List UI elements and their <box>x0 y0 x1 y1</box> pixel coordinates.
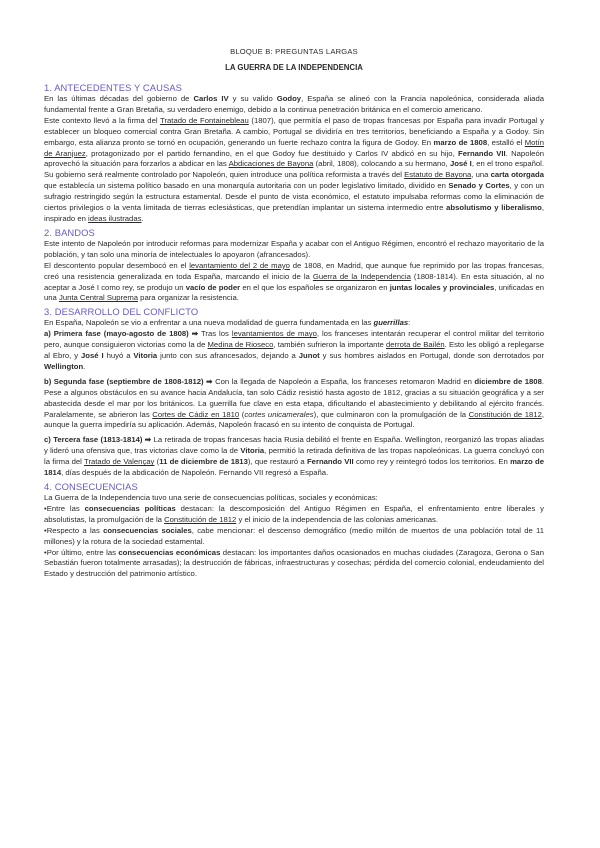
paragraph: El descontento popular desembocó en el levantamiento del 2 de mayo de 1808, en Madrid, que aunque fue reprimido por las tropas francesas, creó una resistencia generalizada en toda España, marcando el inicio de la Guerra de la Independencia (1808-1814). En esta situación, al no aceptar a José I como rey, se produjo un vacío de poder en el que los españoles se organizaron en juntas locales y provinciales, unificadas en una Junta Central Suprema para organizar la resistencia. <box>44 260 545 303</box>
paragraph-phase-c: c) Tercera fase (1813-1814) ➡ La retirada de tropas francesas hacia Rusia debilitó el frente en España. Wellington, reorganizó las tropas aliadas y lideró una ofensiva que, tras victorias clave como la de Vitoria, permitió la retirada definitiva de las tropas napoleónicas. La guerra concluyó con la firma del Tratado de Valençay (11 de diciembre de 1813), que restauró a Fernando VII como rey y reintegró todos los territorios. En marzo de 1814, días después de la abdicación de Napoleón. Fernando VII regresó a España. <box>44 435 544 478</box>
list-item: •Entre las consecuencias políticas destacan: la descomposición del Antiguo Régimen en España, el enfrentamiento entre liberales y absolutistas, la promulgación de la Constitución de 1812 y el inicio de la independencia de las colonias americanas. <box>44 503 544 524</box>
block-header: BLOQUE B: PREGUNTAS LARGAS <box>230 47 358 56</box>
section-consecuencias <box>44 481 544 580</box>
underlined-term: levantamiento del 2 de mayo <box>189 260 290 270</box>
paragraph: Este contexto llevó a la firma del Tratado de Fontainebleau (1807), que permitía el paso de tropas francesas por España para invadir Portugal y establecer un bloqueo comercial contra Gran Bretaña. A cambio, Portugal se dividiría en tres territorios, beneficiando a España y a Godoy. Sin embargo, esta alianza pronto se tornó en ocupación, generando un fuerte rechazo contra la figura de Godoy. En marzo de 1808, estalló el Motín de Aranjuez, protagonizado por el partido fernandino, en el que Godoy fue destituido y Carlos IV abdicó en su hijo, Fernando VII. Napoleón aprovechó la situación para forzarlos a abdicar en las Abdicaciones de Bayona (abril, 1808), colocando a su hermano, José I, en el trono español. Su gobierno será realmente controlado por Napoleón, quien introduce una política reformista a través del Estatuto de Bayona, una carta otorgada que establecía un sistema político basado en una monarquía autoritaria con un poder legislativo limitado, dividido en Senado y Cortes, y con un sufragio restringido según la estructura estamental. Desde el punto de vista económico, el estatuto impulsaba reformas como la eliminación de ciertos privilegios o la venta limitada de tierras eclesiásticas, que pretendían implantar un sistema intermedio entre absolutismo y liberalismo, inspirado en ideas ilustradas. <box>44 115 545 223</box>
section-heading: 1. ANTECEDENTES Y CAUSAS <box>44 82 183 93</box>
underlined-term: Tratado de Valençay <box>84 457 155 467</box>
underlined-term: ideas ilustradas <box>88 213 142 223</box>
section-heading: 3. DESARROLLO DEL CONFLICTO <box>44 306 199 318</box>
underlined-term: Medina de Rioseco <box>207 340 274 350</box>
underlined-term: Tratado de Fontainebleau <box>160 115 249 125</box>
underlined-term: Estatuto de Bayona <box>404 170 472 180</box>
underlined-term: levantamientos de mayo <box>231 329 317 339</box>
section-heading: 4. CONSECUENCIAS <box>44 481 138 492</box>
section-antecedentes <box>44 82 544 225</box>
paragraph-phase-a: a) Primera fase (mayo-agosto de 1808) ➡ Tras los levantamientos de mayo, los franceses intentarán recuperar el control militar del territorio pero, aunque consiguieron victorias como la de Medina de Rioseco, también sufrieron la importante derrota de Bailén. Esto les obligó a replegarse al Ebro, y José I huyó a Vitoria junto con sus afrancesados, dejando a Junot y sus hombres aislados en Portugal, donde son derrotados por Wellington. <box>44 329 545 371</box>
list-item: •Por último, entre las consecuencias económicas destacan: los importantes daños ocasionados en muchas ciudades (Zaragoza, Gerona o San Sebastián fueron totalmente arrasadas); la destrucción de fábricas, infraestructuras y cosechas; pérdida del comercio colonial, endeudamiento del Estado y destrucción del patrimonio artístico. <box>44 547 544 579</box>
paragraph-phase-b: b) Segunda fase (septiembre de 1808-1812) ➡ Con la llegada de Napoleón a España, los franceses retomaron Madrid en diciembre de 1808. Pese a algunos obstáculos en su avance hacia Andalucía, tan solo Cádiz resistió hasta agosto de 1812, gracias a su situación geográfica y a ser abastecida desde el mar por los británicos. La guerrilla fue clave en esta etapa, dificultando el abastecimiento y debilitando al ejército francés. Paralelamente, se abrieron las Cortes de Cádiz en 1810 (cortes unicamerales), que culminaron con la promulgación de la Constitución de 1812, aunque la guerra impediría su aplicación. Además, Napoleón fracasó en su intento de conquista de Portugal. <box>44 376 544 430</box>
paragraph: Este intento de Napoleón por introducir reformas para modernizar España y acabar con el Antiguo Régimen, encontró el rechazo mayoritario de la población, y tan solo una minoría de intelectuales lo apoyaron (afrancesados). <box>44 238 544 259</box>
paragraph: En las últimas décadas del gobierno de Carlos IV y su valido Godoy, España se alineó con la Francia napoleónica, considerada aliada fundamental frente a Gran Bretaña, su verdadero enemigo, debido a la continua penetración británica en el comercio americano. <box>44 94 545 114</box>
list-item: •Respecto a las consecuencias sociales, cabe mencionar: el descenso demográfico (medio millón de muertos de una población total de 11 millones) y la rotura de la sociedad estamental. <box>44 525 544 546</box>
section-heading: 2. BANDOS <box>44 226 95 238</box>
paragraph: En España, Napoleón se vio a enfrentar a una nueva modalidad de guerra fundamentada en las guerrillas: <box>44 318 411 328</box>
section-bandos <box>44 227 544 304</box>
underlined-term: Junta Central Suprema <box>58 293 139 303</box>
underlined-term: Motín de Aranjuez <box>44 137 544 158</box>
section-desarrollo <box>44 306 544 479</box>
underlined-term: Constitución de 1812 <box>164 514 237 524</box>
underlined-term: Guerra de la Independencia <box>312 271 411 281</box>
paragraph: La Guerra de la Independencia tuvo una serie de consecuencias políticas, sociales y económicas: <box>44 493 378 502</box>
underlined-term: derrota de Bailén <box>386 340 445 350</box>
underlined-term: Cortes de Cádiz en 1810 <box>152 409 240 419</box>
underlined-term: Constitución de 1812 <box>468 409 542 419</box>
document-title: LA GUERRA DE LA INDEPENDENCIA <box>225 63 363 72</box>
underlined-term: Abdicaciones de Bayona <box>228 159 314 169</box>
